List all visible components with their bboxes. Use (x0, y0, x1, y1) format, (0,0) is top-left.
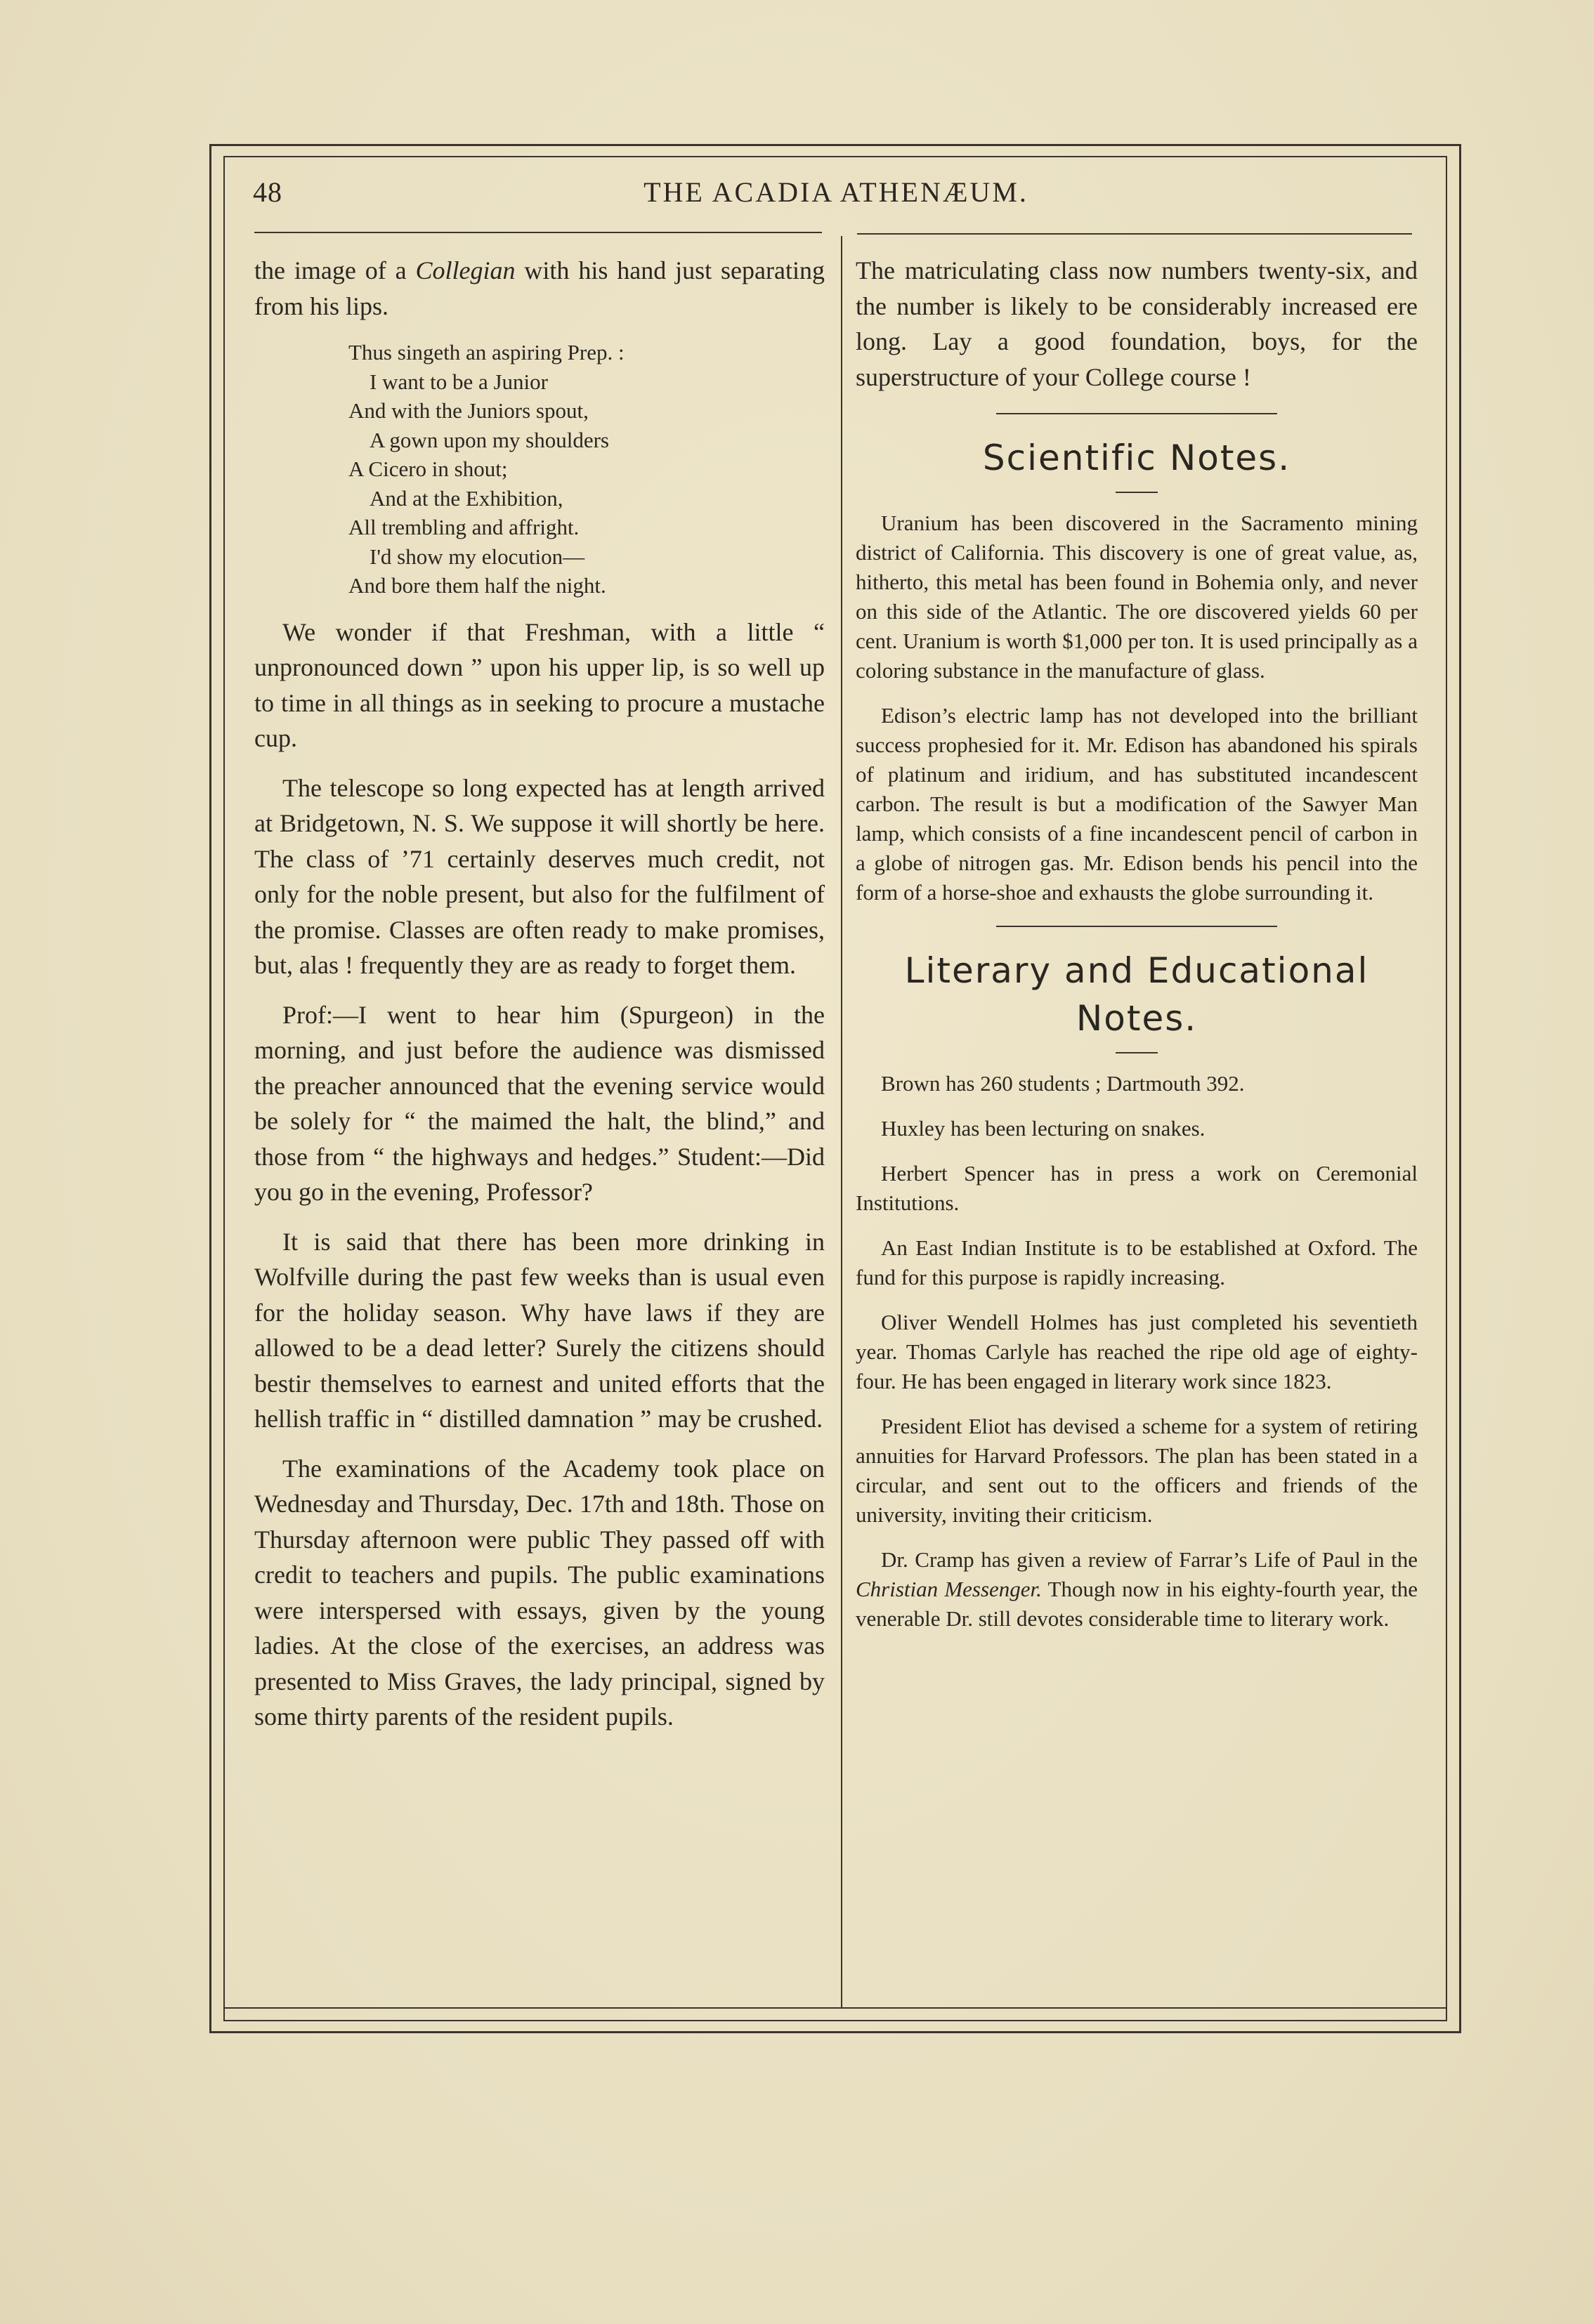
paragraph-cramp (856, 1545, 1418, 1634)
section-separator (996, 413, 1277, 414)
poem-line: A Cicero in shout; (348, 457, 508, 481)
page-header (253, 176, 1419, 218)
text-run: Dr. Cramp has given a review of Farrar’s Life of Paul in the (881, 1547, 1418, 1572)
paragraph-uranium: Uranium has been discovered in the Sacramento mining district of California. This discovery is one of great value, as, hitherto, this metal has been found in Bohemia only, and never on this side of the Atlantic. The ore discovered yields 60 per cent. Uranium is worth $1,000 per ton. It is used principally as a coloring substance in the manufacture of glass. (856, 511, 1418, 683)
paragraph-brown: Brown has 260 students ; Dartmouth 392. (881, 1071, 1245, 1096)
poem-line: Thus singeth an aspiring Prep. : (348, 340, 625, 365)
text-run: with his hand just separating from his lips. (254, 256, 825, 320)
title-underline (1116, 492, 1158, 493)
poem (348, 338, 825, 600)
poem-line: A gown upon my shoulders (370, 427, 609, 452)
journal-title: THE ACADIA ATHENÆUM. (644, 176, 1028, 208)
literary-notes-title-line2: Notes. (1076, 998, 1198, 1039)
paragraph-eliot: President Eliot has devised a scheme for a system of retiring annuities for Harvard Professors. The plan has been stated in a circular, and sent out to the officers and friends of the university, inviting their criticism. (856, 1414, 1418, 1527)
paragraph-east-indian: An East Indian Institute is to be established at Oxford. The fund for this purpose is rapidly increasing. (856, 1235, 1418, 1289)
title-underline (1116, 1052, 1158, 1053)
continued-paragraph (254, 253, 825, 324)
paragraph-examinations: The examinations of the Academy took place on Wednesday and Thursday, Dec. 17th and 18th. Those on Thursday afternoon were public They passed off with credit to teachers and pupils. The public examinations were interspersed with essays, given by the young ladies. At the close of the exercises, an address was presented to Miss Graves, the lady principal, signed by some thirty parents of the resident pupils. (254, 1454, 825, 1731)
page-number: 48 (253, 176, 282, 208)
poem-line: I want to be a Junior (370, 369, 548, 394)
poem-line: I'd show my elocution— (370, 544, 585, 569)
poem-line: And bore them half the night. (348, 573, 606, 598)
literary-notes-title-line1: Literary and Educational (904, 950, 1369, 991)
paragraph-matriculating: The matriculating class now numbers twenty-six, and the number is likely to be considerably increased ere long. Lay a good foundation, boys, for the superstructure of your College course ! (856, 256, 1418, 391)
poem-line: And with the Juniors spout, (348, 398, 589, 423)
paragraph-drinking: It is said that there has been more drinking in Wolfville during the past few weeks than is usual even for the holiday season. Why have laws if they are allowed to be a dead letter? Surely the citizens should bestir themselves to earnest and united efforts that the hellish traffic in “ distilled damnation ” may be crushed. (254, 1227, 825, 1433)
paragraph-edison: Edison’s electric lamp has not developed into the brilliant success prophesied for it. Mr. Edison has abandoned his spirals of platinum and iridium, and has substituted incandescent carbon. The result is but a modification of the Sawyer Man lamp, which consists of a fine incandescent pencil of carbon in a globe of nitrogen gas. Mr. Edison bends his pencil into the form of a horse-shoe and exhausts the globe surrounding it. (856, 703, 1418, 905)
italic-text: Christian Messenger. (856, 1577, 1042, 1601)
paragraph-holmes: Oliver Wendell Holmes has just completed his seventieth year. Thomas Carlyle has reached the ripe old age of eighty-four. He has been engaged in literary work since 1823. (856, 1310, 1418, 1393)
paragraph-huxley: Huxley has been lecturing on snakes. (881, 1116, 1206, 1141)
text-run: Though now in his eighty-fourth year, the venerable Dr. still devotes considerable time to literary work. (856, 1577, 1418, 1631)
poem-line: And at the Exhibition, (370, 485, 563, 511)
paragraph-telescope: The telescope so long expected has at length arrived at Bridgetown, N. S. We suppose it will shortly be here. The class of ’71 certainly deserves much credit, not only for the noble present, but also for the fulfilment of the promise. Classes are often ready to make promises, but, alas ! frequently they are as ready to forget them. (254, 773, 825, 979)
header-rule-right (857, 233, 1412, 235)
scientific-notes-title: Scientific Notes. (982, 438, 1291, 478)
paragraph-spurgeon: Prof:—I went to hear him (Spurgeon) in the morning, and just before the audience was dismissed the preacher announced that the evening service would be solely for “ the maimed the halt, the blind,” and those from “ the highways and hedges.” Student:—Did you go in the evening, Professor? (254, 1000, 825, 1206)
column-divider (841, 236, 842, 2007)
right-column (856, 253, 1418, 1649)
header-rule-left-end (676, 232, 822, 233)
poem-line: All trembling and affright. (348, 515, 580, 539)
section-separator (996, 926, 1277, 927)
paragraph-freshman: We wonder if that Freshman, with a little “ unpronounced down ” upon his upper lip, is so well up to time in all things as in seeking to procure a mustache cup. (254, 617, 825, 752)
text-run: the image of a (254, 256, 416, 284)
left-column (254, 253, 825, 1749)
header-rule-left (254, 232, 676, 233)
paragraph-spencer: Herbert Spencer has in press a work on Ceremonial Institutions. (856, 1161, 1418, 1215)
bottom-rule (223, 2007, 1446, 2009)
italic-text: Collegian (415, 256, 516, 284)
